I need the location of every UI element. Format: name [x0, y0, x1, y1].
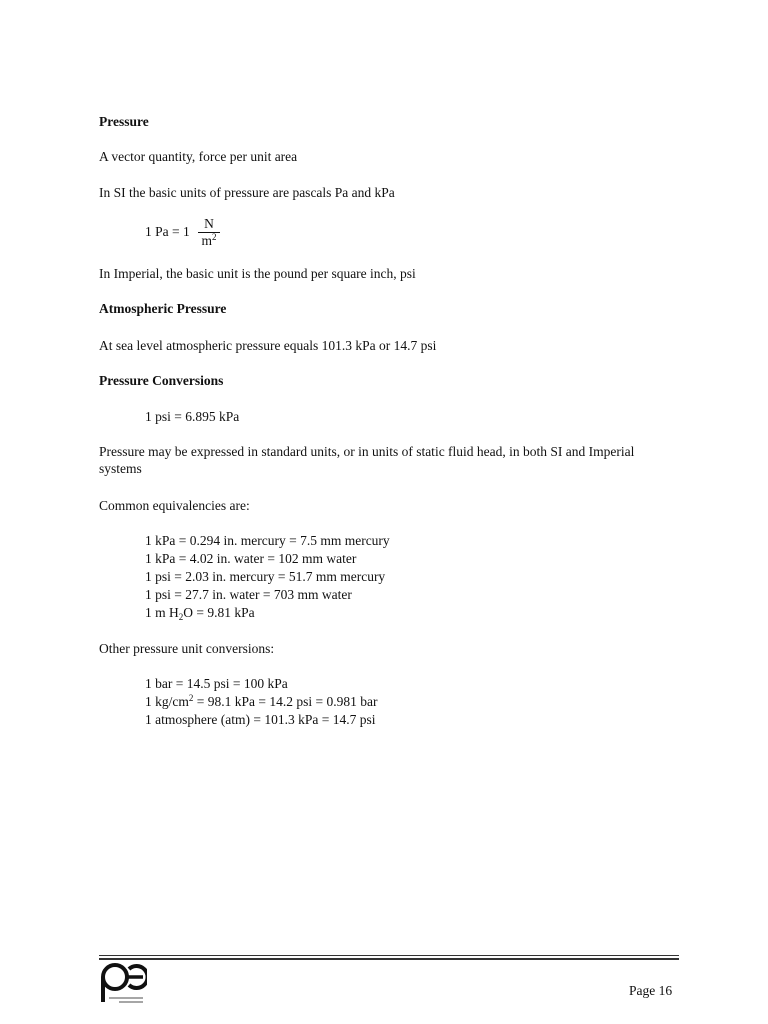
vector-definition: A vector quantity, force per unit area [99, 149, 298, 164]
pa-equation-left: 1 Pa = 1 [145, 224, 190, 239]
heading-atmospheric-pressure: Atmospheric Pressure [99, 301, 227, 316]
footer-rule-thick [99, 958, 679, 960]
footer-rule-thin [99, 955, 679, 956]
company-logo-icon [99, 962, 147, 1006]
psi-kpa-conversion: 1 psi = 6.895 kPa [145, 409, 240, 424]
equivalency-line: 1 kPa = 4.02 in. water = 102 mm water [145, 551, 357, 566]
pa-fraction [198, 216, 220, 248]
pa-fraction-numerator: N [198, 216, 220, 233]
kgcm-superscript: 2 [188, 693, 194, 703]
equivalency-line: 1 psi = 2.03 in. mercury = 51.7 mm mercury [145, 569, 386, 584]
expressed-units-text: Pressure may be expressed in standard units, or in units of static fluid head, in both SI and Imperial systems [99, 444, 635, 476]
water-head-equivalency [145, 604, 255, 621]
si-units-text: In SI the basic units of pressure are pascals Pa and kPa [99, 185, 395, 200]
pa-fraction-denominator [198, 233, 220, 248]
h2o-suffix: O = 9.81 kPa [183, 605, 255, 620]
pa-den-exponent: 2 [212, 232, 217, 242]
h2o-prefix: 1 m H [145, 605, 179, 620]
equivalency-line: 1 kPa = 0.294 in. mercury = 7.5 mm mercury [145, 533, 390, 548]
pa-den-base: m [201, 233, 212, 248]
imperial-units-text: In Imperial, the basic unit is the pound per square inch, psi [99, 266, 416, 281]
page-number: Page 16 [629, 982, 673, 998]
sea-level-text: At sea level atmospheric pressure equals 101.3 kPa or 14.7 psi [99, 338, 437, 353]
atmosphere-conversion: 1 atmosphere (atm) = 101.3 kPa = 14.7 psi [145, 712, 376, 727]
heading-pressure-conversions: Pressure Conversions [99, 373, 224, 388]
h2o-subscript: 2 [178, 612, 184, 622]
heading-pressure: Pressure [99, 114, 149, 129]
bar-conversion: 1 bar = 14.5 psi = 100 kPa [145, 676, 288, 691]
common-equivalencies-label: Common equivalencies are: [99, 498, 250, 513]
other-conversions-label: Other pressure unit conversions: [99, 641, 275, 656]
kgcm-prefix: 1 kg/cm [145, 694, 189, 709]
kgcm-suffix: = 98.1 kPa = 14.2 psi = 0.981 bar [193, 694, 378, 709]
kgcm-conversion [145, 693, 377, 710]
equivalency-line: 1 psi = 27.7 in. water = 703 mm water [145, 587, 352, 602]
